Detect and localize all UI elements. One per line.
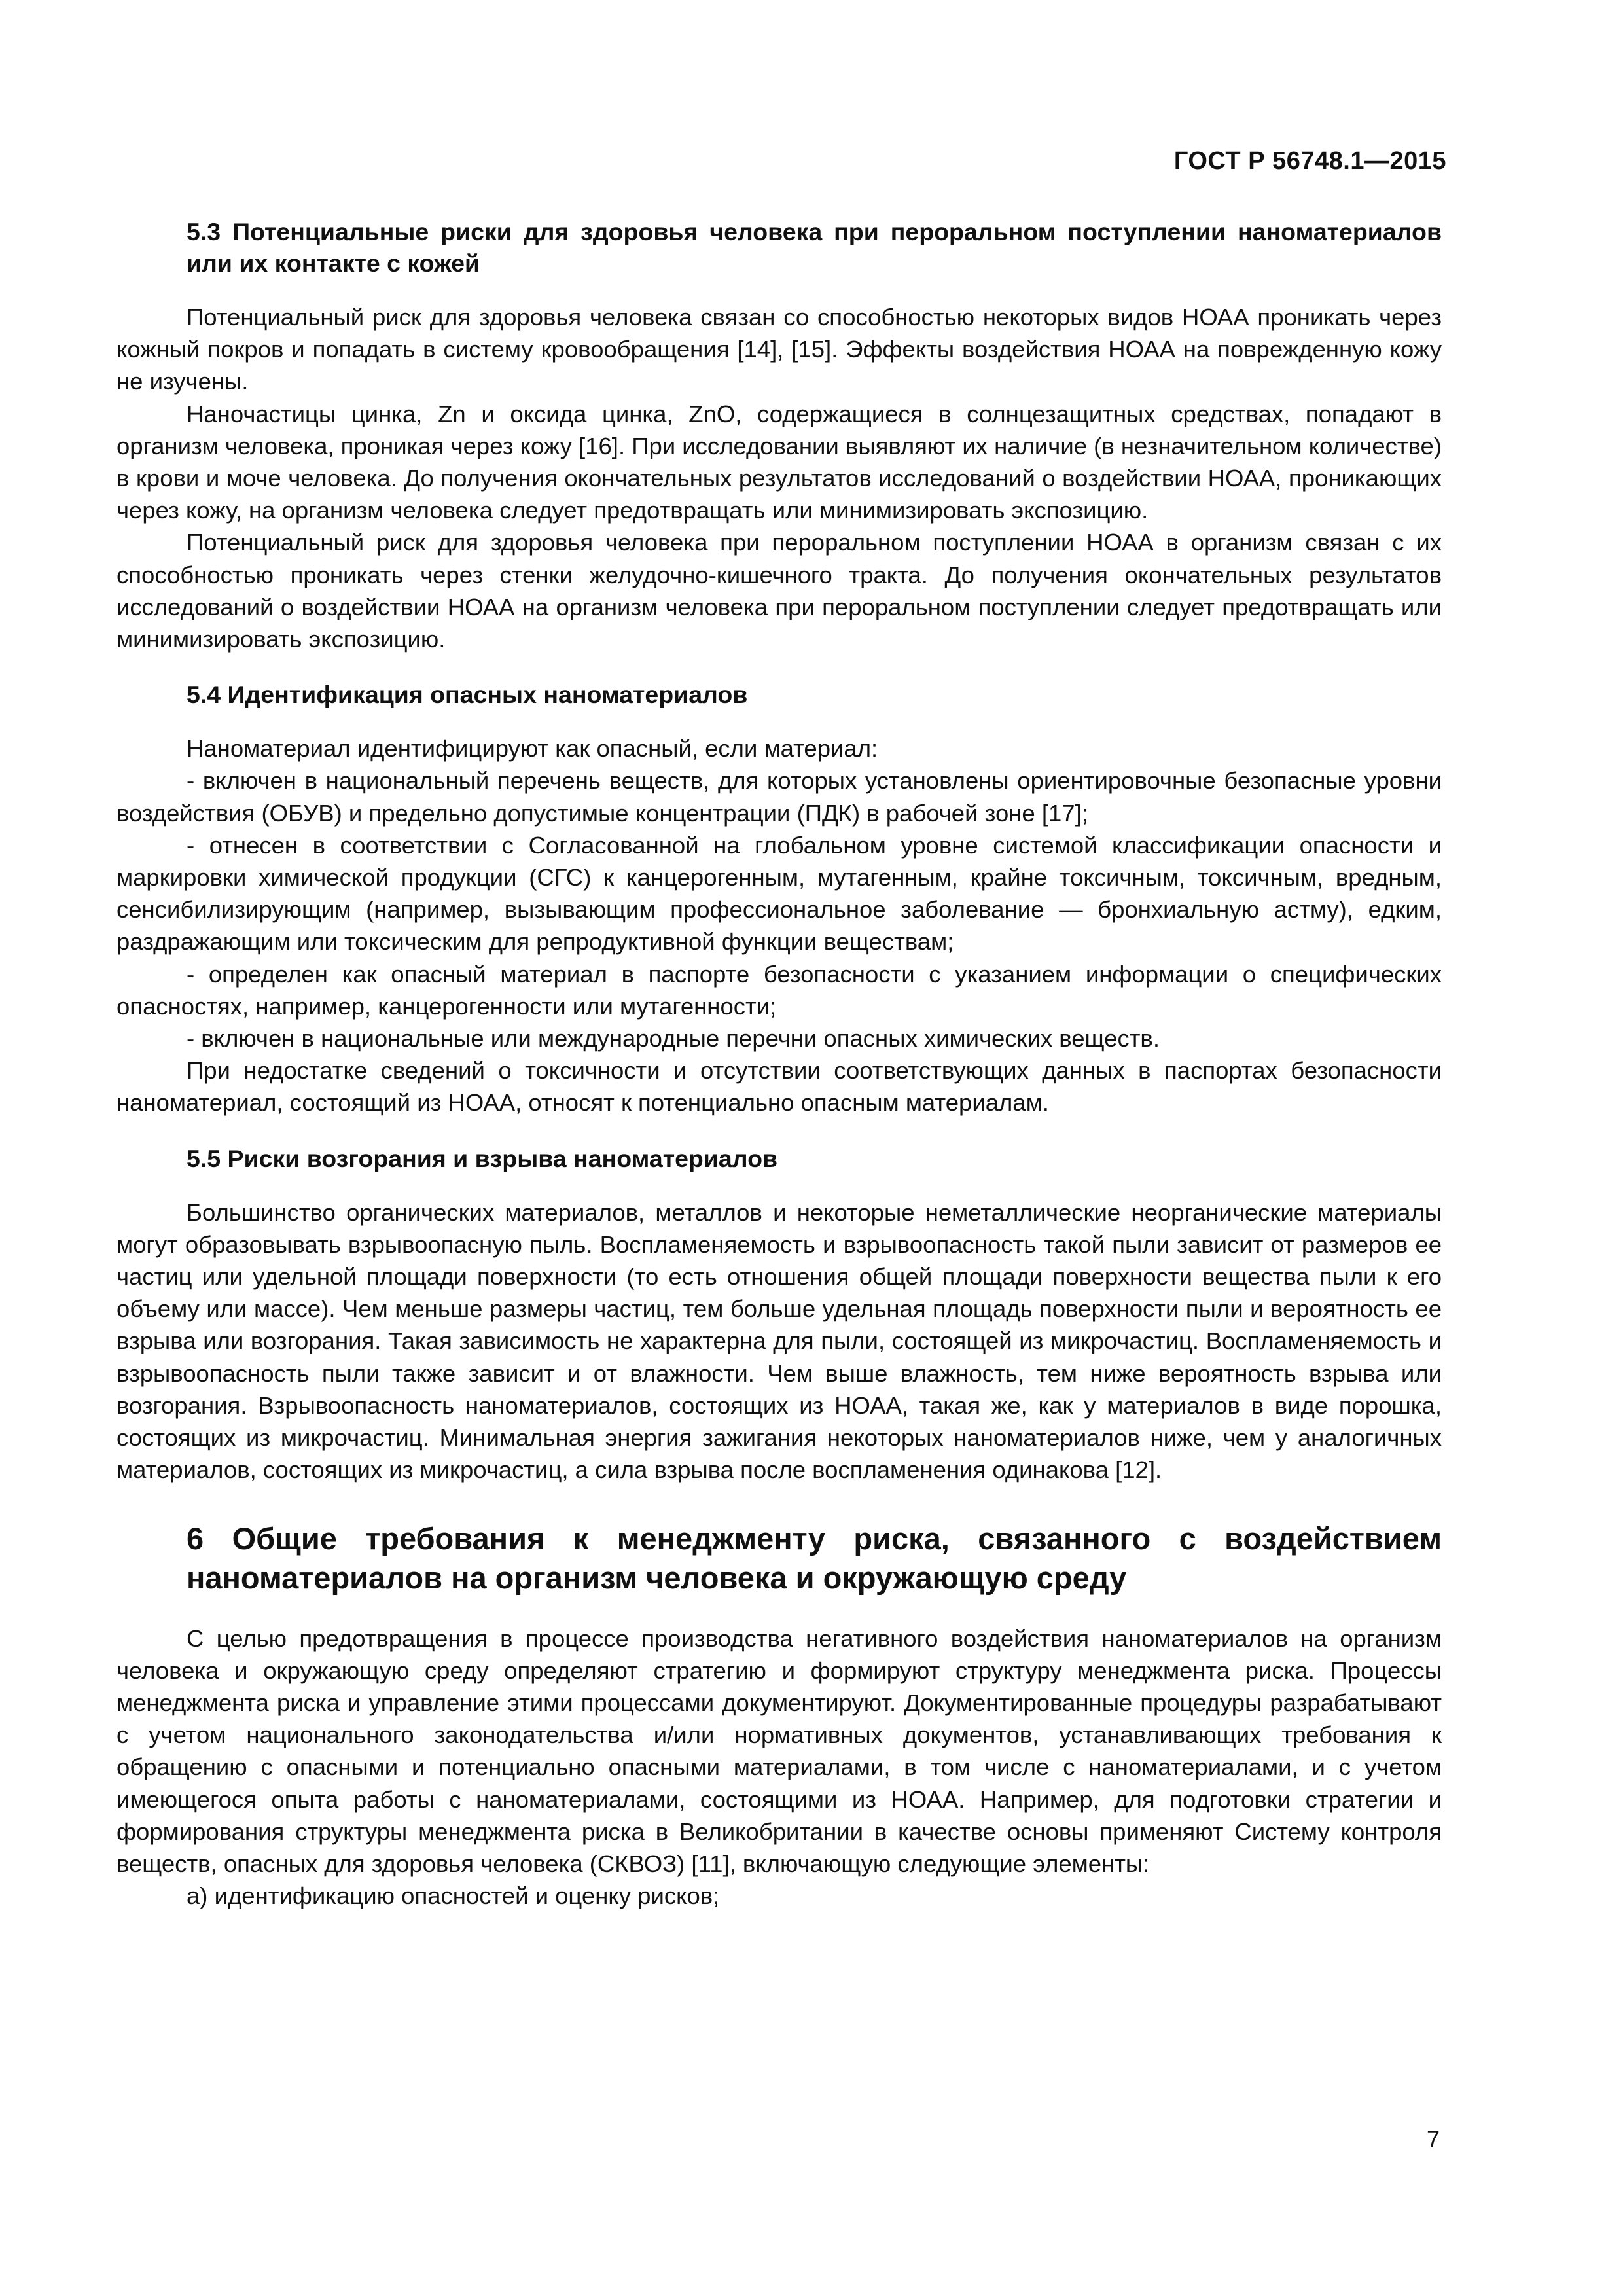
section-6-title: 6 Общие требования к менеджменту риска, связанного с воздействием наноматериалов на организм человека и окружающую среду [187, 1520, 1442, 1595]
section-5-4-list-item: - включен в национальные или международные перечни опасных химических веществ. [187, 1025, 1160, 1052]
section-5-4-list-item: - определен как опасный материал в паспорте безопасности с указанием информации о специфических опасностях, например, канцерогенности или мутагенности; [116, 960, 1442, 1020]
section-5-5-paragraph: Большинство органических материалов, металлов и некоторые неметаллические неорганические материалы могут образовывать взрывоопасную пыль. Воспламеняемость и взрывоопасность такой пыли зависит от размеров ее частиц или удельной площади поверхности (то есть отношения общей площади поверхности вещества пыли к его объему или массе). Чем меньше размеры частиц, тем больше удельная площадь поверхности пыли и вероятность ее взрыва или возгорания. Такая зависимость не характерна для пыли, состоящей из микрочастиц. Воспламеняемость и взрывоопасность пыли также зависит и от влажности. Чем выше влажность, тем ниже вероятность взрыва или возгорания. Взрывоопасность наноматериалов, состоящих из НОАА, такая же, как у материалов в виде порошка, состоящих из микрочастиц. Минимальная энергия зажигания некоторых наноматериалов ниже, чем у аналогичных материалов, состоящих из микрочастиц, а сила взрыва после воспламенения одинакова [12]. [116, 1198, 1442, 1484]
document-id-header: ГОСТ Р 56748.1—2015 [1173, 147, 1446, 175]
section-5-5-title: 5.5 Риски возгорания и взрыва наноматериалов [187, 1144, 778, 1172]
page-number: 7 [1426, 2126, 1440, 2153]
section-5-4-closing: При недостатке сведений о токсичности и отсутствии соответствующих данных в паспортах безопасности наноматериал, состоящий из НОАА, относят к потенциально опасным материалам. [116, 1057, 1442, 1117]
section-5-3-paragraph-1: Потенциальный риск для здоровья человека связан со способностью некоторых видов НОАА проникать через кожный покров и попадать в систему кровообращения [14], [15]. Эффекты воздействия НОАА на поврежденную кожу не изучены. [116, 304, 1442, 395]
section-5-3-paragraph-2: Наночастицы цинка, Zn и оксида цинка, ZnO, содержащиеся в солнцезащитных средствах, попадают в организм человека, проникая через кожу [16]. При исследовании выявляют их наличие (в незначительном количестве) в крови и моче человека. До получения окончательных результатов исследований о воздействии НОАА, проникающих через кожу, на организм человека следует предотвращать или минимизировать экспозицию. [116, 400, 1442, 524]
section-5-4-list-item: - отнесен в соответствии с Согласованной на глобальном уровне системой классификации опасности и маркировки химической продукции (СГС) к канцерогенным, мутагенным, крайне токсичным, токсичным, вредным, сенсибилизирующим (например, вызывающим профессиональное заболевание — бронхиальную астму), едким, раздражающим или токсическим для репродуктивной функции веществам; [116, 831, 1442, 956]
section-5-3-title: 5.3 Потенциальные риски для здоровья человека при пероральном поступлении наноматериалов или их контакте с кожей [187, 218, 1442, 277]
section-6-list-item-a: а) идентификацию опасностей и оценку рисков; [187, 1882, 720, 1910]
section-5-3-paragraph-3: Потенциальный риск для здоровья человека при пероральном поступлении НОАА в организм связан с их способностью проникать через стенки желудочно-кишечного тракта. До получения окончательных результатов исследований о воздействии НОАА на организм человека при пероральном поступлении следует предотвращать или минимизировать экспозицию. [116, 529, 1442, 653]
page-content [116, 216, 1442, 1912]
section-5-4-title: 5.4 Идентификация опасных наноматериалов [187, 681, 748, 709]
section-5-4-list-item: - включен в национальный перечень веществ, для которых установлены ориентировочные безопасные уровни воздействия (ОБУВ) и предельно допустимые концентрации (ПДК) в рабочей зоне [17]; [116, 767, 1442, 827]
section-5-4-intro: Наноматериал идентифицируют как опасный, если материал: [187, 735, 878, 762]
section-6-paragraph: С целью предотвращения в процессе производства негативного воздействия наноматериалов на организм человека и окружающую среду определяют стратегию и формируют структуру менеджмента риска. Процессы менеджмента риска и управление этими процессами документируют. Документированные процедуры разрабатывают с учетом национального законодательства и/или нормативных документов, устанавливающих требования к обращению с опасными и потенциально опасными материалами, в том числе с наноматериалами, и с учетом имеющегося опыта работы с наноматериалами, состоящими из НОАА. Например, для подготовки стратегии и формирования структуры менеджмента риска в Великобритании в качестве основы применяют Систему контроля веществ, опасных для здоровья человека (СКВОЗ) [11], включающую следующие элементы: [116, 1624, 1442, 1877]
